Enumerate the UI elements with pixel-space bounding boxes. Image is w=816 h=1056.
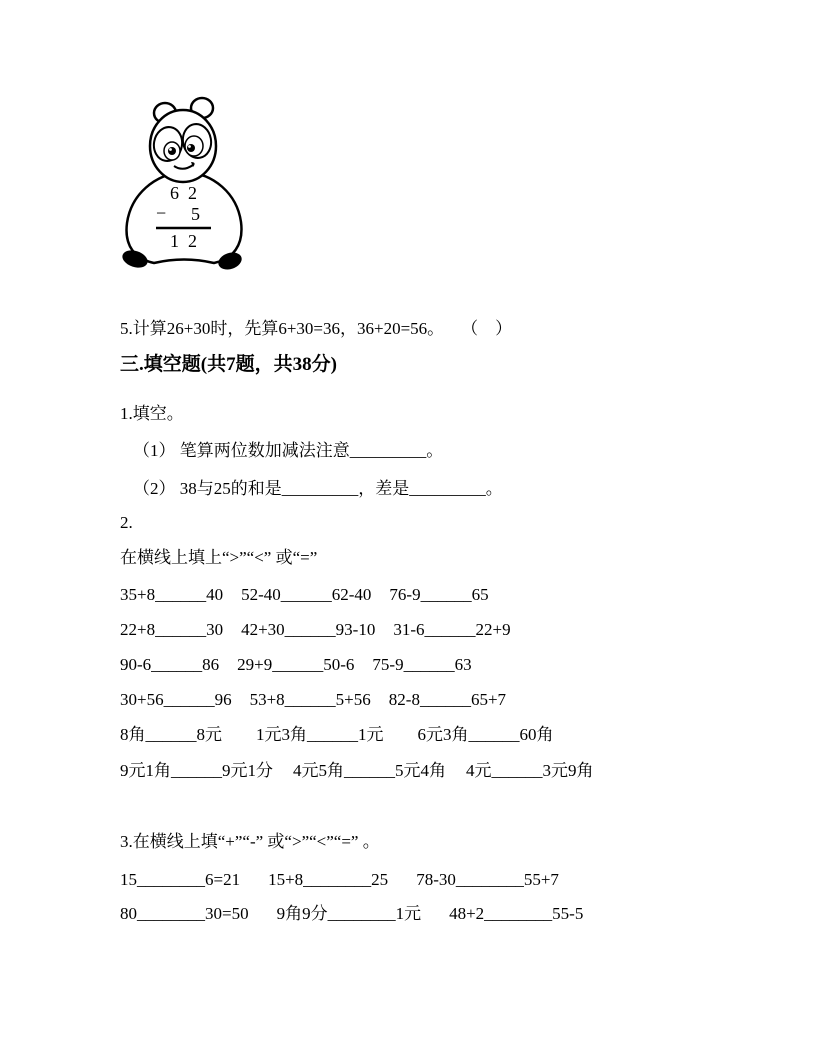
comparison-item: 4元______3元9角 bbox=[466, 761, 594, 780]
difference-ones-digit: 2 bbox=[188, 231, 197, 251]
comparison-item: 35+8______40 bbox=[120, 585, 224, 604]
fill-in-item: 15________6=21 bbox=[120, 870, 241, 889]
question-2-instruction: 在横线上填上“>”“<” 或“=” bbox=[120, 548, 318, 567]
minus-sign: − bbox=[156, 203, 167, 223]
subtrahend-digit: 5 bbox=[191, 204, 200, 224]
fill-in-row bbox=[120, 869, 559, 891]
fill-in-item: 80________30=50 bbox=[120, 904, 249, 923]
comparison-item: 53+8______5+56 bbox=[249, 690, 371, 709]
comparison-item: 8角______8元 bbox=[120, 725, 222, 744]
comparison-item: 52-40______62-40 bbox=[241, 585, 372, 604]
comparison-item: 30+56______96 bbox=[120, 690, 232, 709]
comparison-item: 1元3角______1元 bbox=[256, 725, 384, 744]
comparison-item: 42+30______93-10 bbox=[241, 620, 376, 639]
comparison-row bbox=[120, 584, 489, 606]
comparison-item: 76-9______65 bbox=[389, 585, 489, 604]
comparison-item: 31-6______22+9 bbox=[393, 620, 511, 639]
fill-in-item: 15+8________25 bbox=[268, 870, 389, 889]
fill-in-item: 78-30________55+7 bbox=[416, 870, 559, 889]
minuend-tens-digit: 6 bbox=[170, 183, 179, 203]
comparison-row bbox=[120, 689, 506, 711]
comparison-item: 90-6______86 bbox=[120, 655, 220, 674]
fill-in-item: 9角9分________1元 bbox=[276, 904, 422, 923]
question-1-item-1: （1） 笔算两位数加减法注意_________。 bbox=[133, 441, 444, 460]
question-1-title: 1.填空。 bbox=[120, 404, 184, 423]
comparison-item: 9元1角______9元1分 bbox=[120, 761, 273, 780]
question-5-line: 5.计算26+30时，先算6+30=36，36+20=56。 （ ） bbox=[120, 319, 513, 338]
comparison-item: 6元3角______60角 bbox=[417, 725, 554, 744]
comparison-row bbox=[120, 619, 511, 641]
question-1-item-2: （2） 38与25的和是_________，差是_________。 bbox=[133, 479, 503, 498]
comparison-item: 29+9______50-6 bbox=[237, 655, 355, 674]
comparison-row bbox=[120, 654, 472, 676]
comparison-row bbox=[120, 760, 594, 782]
comparison-item: 82-8______65+7 bbox=[388, 690, 507, 709]
panda-head bbox=[150, 110, 216, 182]
comparison-item: 75-9______63 bbox=[372, 655, 472, 674]
section-3-heading: 三.填空题(共7题，共38分) bbox=[120, 354, 337, 375]
fill-in-row bbox=[120, 903, 583, 925]
minuend-ones-digit: 2 bbox=[188, 183, 197, 203]
question-2-number: 2. bbox=[120, 513, 133, 532]
difference-tens-digit: 1 bbox=[170, 231, 179, 251]
panda-body bbox=[127, 172, 242, 263]
comparison-item: 4元5角______5元4角 bbox=[293, 761, 446, 780]
comparison-row bbox=[120, 724, 554, 746]
comparison-item: 22+8______30 bbox=[120, 620, 224, 639]
question-3-title: 3.在横线上填“+”“-” 或“>”“<”“=” 。 bbox=[120, 832, 380, 851]
fill-in-item: 48+2________55-5 bbox=[449, 904, 584, 923]
panda-illustration bbox=[122, 96, 246, 272]
